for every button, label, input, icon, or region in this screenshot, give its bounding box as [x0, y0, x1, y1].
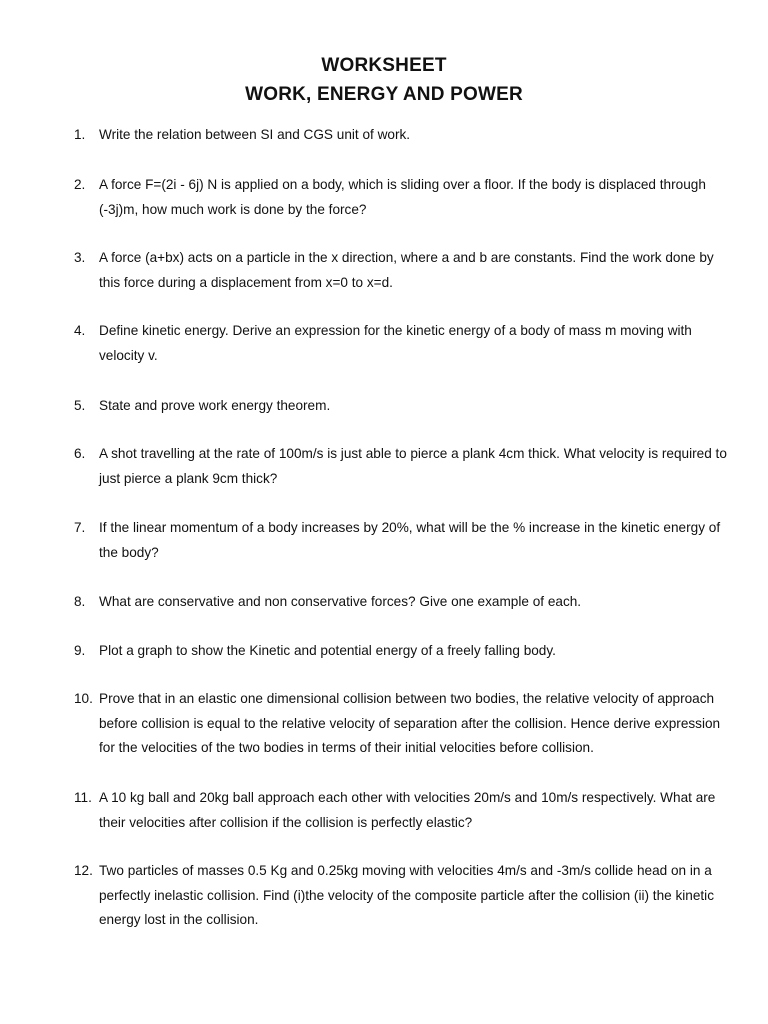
- question-text: Prove that in an elastic one dimensional collision between two bodies, the relative velocity of approach before collision is equal to the relative velocity of separation after the collision. Hence derive expression for the velocities of the two bodies in terms of their initial velocities before collision.: [99, 691, 721, 755]
- question-item: [74, 687, 734, 761]
- question-item: [74, 859, 734, 933]
- question-number: 12.: [74, 863, 93, 878]
- question-number: 4.: [74, 323, 86, 338]
- question-text: A force F=(2i - 6j) N is applied on a body, which is sliding over a floor. If the body is displaced through (-3j)m, how much work is done by the force?: [99, 177, 706, 217]
- question-number: 3.: [74, 250, 86, 265]
- question-item: [74, 442, 734, 491]
- question-item: [74, 786, 734, 835]
- question-number: 11.: [74, 790, 92, 805]
- question-item: [74, 246, 734, 295]
- question-number: 6.: [74, 446, 86, 461]
- question-number: 5.: [74, 398, 86, 413]
- question-number: 9.: [74, 643, 86, 658]
- question-item: [74, 639, 734, 664]
- question-number: 8.: [74, 594, 86, 609]
- question-item: [74, 319, 734, 368]
- question-item: [74, 173, 734, 222]
- question-item: [74, 590, 734, 615]
- question-text: Plot a graph to show the Kinetic and potential energy of a freely falling body.: [99, 643, 556, 658]
- question-text: What are conservative and non conservative forces? Give one example of each.: [99, 594, 582, 609]
- question-text: A shot travelling at the rate of 100m/s is just able to pierce a plank 4cm thick. What velocity is required to just pierce a plank 9cm thick?: [99, 446, 727, 486]
- question-text: A force (a+bx) acts on a particle in the x direction, where a and b are constants. Find the work done by this force during a displacement from x=0 to x=d.: [99, 250, 714, 290]
- question-number: 10.: [74, 691, 93, 706]
- worksheet-title: WORKSHEET: [321, 55, 447, 76]
- question-number: 7.: [74, 520, 86, 535]
- question-text: A 10 kg ball and 20kg ball approach each other with velocities 20m/s and 10m/s respectively. What are their velocities after collision if the collision is perfectly elastic?: [99, 790, 716, 830]
- worksheet-subtitle: WORK, ENERGY AND POWER: [245, 84, 523, 105]
- question-item: [74, 123, 734, 148]
- question-item: [74, 394, 734, 419]
- question-text: Write the relation between SI and CGS unit of work.: [99, 127, 411, 142]
- question-text: State and prove work energy theorem.: [99, 398, 331, 413]
- question-item: [74, 516, 734, 565]
- question-number: 2.: [74, 177, 86, 192]
- question-number: 1.: [74, 127, 86, 142]
- question-text: If the linear momentum of a body increases by 20%, what will be the % increase in the kinetic energy of the body?: [99, 520, 721, 560]
- question-text: Two particles of masses 0.5 Kg and 0.25kg moving with velocities 4m/s and -3m/s collide head on in a perfectly inelastic collision. Find (i)the velocity of the composite particle after the collision (ii) the kinetic energy lost in the collision.: [99, 863, 714, 927]
- question-text: Define kinetic energy. Derive an expression for the kinetic energy of a body of mass m moving with velocity v.: [99, 323, 692, 363]
